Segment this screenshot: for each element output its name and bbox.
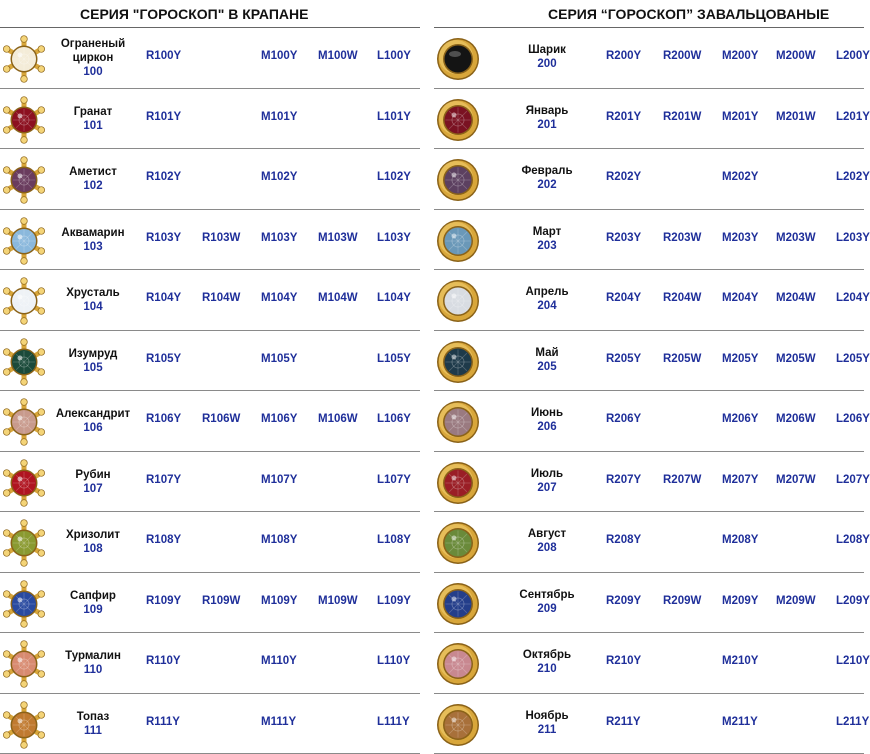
article-code: R104W xyxy=(202,292,240,304)
table-row xyxy=(0,331,420,392)
article-code: R106W xyxy=(202,413,240,425)
article-code: M207W xyxy=(776,474,816,486)
table-row xyxy=(434,573,864,634)
gem-image xyxy=(434,35,482,83)
bezel-set-green-stone-icon xyxy=(434,338,482,386)
gem-image xyxy=(434,640,482,688)
article-code: R205W xyxy=(663,353,701,365)
prong-set-rose-stone-icon xyxy=(0,640,48,688)
stone-name: Январь xyxy=(502,104,592,118)
stone-name: Апрель xyxy=(502,285,592,299)
article-code: L108Y xyxy=(377,534,411,546)
article-code: R105Y xyxy=(146,353,181,365)
article-code: R103W xyxy=(202,232,240,244)
table-row xyxy=(434,89,864,150)
article-code: R102Y xyxy=(146,171,181,183)
stone-name: Ограненый xyxy=(48,37,138,51)
article-code: L111Y xyxy=(377,716,410,728)
table-row xyxy=(0,89,420,150)
article-code: M110Y xyxy=(261,655,297,667)
stone-number: 108 xyxy=(48,542,138,556)
stone-label xyxy=(48,649,138,677)
stone-label xyxy=(502,346,592,374)
article-code: R100Y xyxy=(146,50,181,62)
prong-set-blue-stone-icon xyxy=(0,580,48,628)
bezel-set-rows xyxy=(434,28,864,754)
stone-label xyxy=(502,285,592,313)
table-row xyxy=(434,28,864,89)
stone-label xyxy=(48,105,138,133)
article-code: L202Y xyxy=(836,171,870,183)
article-code: M211Y xyxy=(722,716,758,728)
stone-label xyxy=(48,468,138,496)
stone-name: Февраль xyxy=(502,164,592,178)
stone-number: 205 xyxy=(502,360,592,374)
article-code: M203W xyxy=(776,232,816,244)
stone-number: 109 xyxy=(48,603,138,617)
stone-number: 209 xyxy=(502,602,592,616)
article-code: L102Y xyxy=(377,171,411,183)
table-row xyxy=(434,512,864,573)
article-code: M109Y xyxy=(261,595,297,607)
gem-image xyxy=(434,96,482,144)
prong-set-olive-stone-icon xyxy=(0,519,48,567)
stone-name: Июль xyxy=(502,467,592,481)
gem-image xyxy=(0,338,48,386)
article-code: L207Y xyxy=(836,474,870,486)
stone-label xyxy=(48,37,138,79)
stone-label xyxy=(502,225,592,253)
article-code: M102Y xyxy=(261,171,297,183)
article-code: M101Y xyxy=(261,111,297,123)
stone-name: циркон xyxy=(48,51,138,65)
prong-set-purple-stone-icon xyxy=(0,156,48,204)
article-code: L201Y xyxy=(836,111,870,123)
bezel-set-crystal-stone-icon xyxy=(434,277,482,325)
stone-number: 204 xyxy=(502,299,592,313)
stone-name: Август xyxy=(502,527,592,541)
article-code: L101Y xyxy=(377,111,411,123)
stone-name: Аметист xyxy=(48,165,138,179)
table-row xyxy=(434,694,864,754)
bezel-set-purple-stone-icon xyxy=(434,156,482,204)
article-code: R201W xyxy=(663,111,701,123)
article-code: M200Y xyxy=(722,50,758,62)
bezel-set-ball-icon xyxy=(434,35,482,83)
gem-image xyxy=(434,580,482,628)
stone-name: Сапфир xyxy=(48,589,138,603)
stone-name: Александрит xyxy=(48,407,138,421)
article-code: R109W xyxy=(202,595,240,607)
article-code: R203Y xyxy=(606,232,641,244)
article-code: R108Y xyxy=(146,534,181,546)
stone-number: 208 xyxy=(502,541,592,555)
table-row xyxy=(434,452,864,513)
bezel-set-mauve-stone-icon xyxy=(434,398,482,446)
article-code: R200W xyxy=(663,50,701,62)
stone-number: 210 xyxy=(502,662,592,676)
article-code: M106W xyxy=(318,413,358,425)
article-code: M205Y xyxy=(722,353,758,365)
article-code: R107Y xyxy=(146,474,181,486)
table-row xyxy=(0,512,420,573)
bezel-set-aqua-stone-icon xyxy=(434,217,482,265)
article-code: M205W xyxy=(776,353,816,365)
article-code: R204W xyxy=(663,292,701,304)
prong-set-series-title: СЕРИЯ "ГОРОСКОП" В КРАПАНЕ xyxy=(80,0,308,28)
article-code: R205Y xyxy=(606,353,641,365)
table-row xyxy=(0,391,420,452)
article-code: R111Y xyxy=(146,716,180,728)
stone-label xyxy=(48,407,138,435)
stone-label xyxy=(48,286,138,314)
stone-number: 101 xyxy=(48,119,138,133)
article-code: R211Y xyxy=(606,716,641,728)
article-code: M201W xyxy=(776,111,816,123)
article-code: R202Y xyxy=(606,171,641,183)
stone-number: 111 xyxy=(48,724,138,738)
gem-image xyxy=(434,701,482,749)
stone-name: Сентябрь xyxy=(502,588,592,602)
article-code: L205Y xyxy=(836,353,870,365)
table-row xyxy=(434,149,864,210)
table-row xyxy=(0,270,420,331)
stone-name: Гранат xyxy=(48,105,138,119)
article-code: R206Y xyxy=(606,413,641,425)
article-code: L109Y xyxy=(377,595,411,607)
stone-label xyxy=(48,710,138,738)
article-code: R101Y xyxy=(146,111,181,123)
article-code: L203Y xyxy=(836,232,870,244)
prong-set-red-stone-icon xyxy=(0,96,48,144)
article-code: M100Y xyxy=(261,50,297,62)
table-row xyxy=(0,210,420,271)
prong-set-red-stone-icon xyxy=(0,459,48,507)
stone-name: Топаз xyxy=(48,710,138,724)
gem-image xyxy=(0,640,48,688)
gem-image xyxy=(0,459,48,507)
stone-label xyxy=(48,226,138,254)
prong-set-series-panel xyxy=(0,0,420,752)
article-code: M206Y xyxy=(722,413,758,425)
article-code: L106Y xyxy=(377,413,411,425)
gem-image xyxy=(434,217,482,265)
table-row xyxy=(434,633,864,694)
stone-number: 202 xyxy=(502,178,592,192)
article-code: M209Y xyxy=(722,595,758,607)
bezel-set-blue-stone-icon xyxy=(434,580,482,628)
stone-name: Май xyxy=(502,346,592,360)
gem-image xyxy=(0,398,48,446)
article-code: L105Y xyxy=(377,353,411,365)
gem-image xyxy=(0,277,48,325)
article-code: R207W xyxy=(663,474,701,486)
gem-image xyxy=(434,156,482,204)
stone-label xyxy=(502,104,592,132)
article-code: R109Y xyxy=(146,595,181,607)
article-code: R201Y xyxy=(606,111,641,123)
bezel-set-series-panel xyxy=(434,0,864,752)
article-code: L103Y xyxy=(377,232,411,244)
article-code: M206W xyxy=(776,413,816,425)
stone-name: Март xyxy=(502,225,592,239)
article-code: L104Y xyxy=(377,292,411,304)
article-code: R200Y xyxy=(606,50,641,62)
stone-name: Июнь xyxy=(502,406,592,420)
prong-set-aqua-stone-icon xyxy=(0,217,48,265)
stone-number: 110 xyxy=(48,663,138,677)
article-code: L204Y xyxy=(836,292,870,304)
stone-name: Турмалин xyxy=(48,649,138,663)
table-row xyxy=(434,391,864,452)
gem-image xyxy=(0,156,48,204)
gem-image xyxy=(434,459,482,507)
article-code: L210Y xyxy=(836,655,870,667)
stone-number: 203 xyxy=(502,239,592,253)
stone-name: Аквамарин xyxy=(48,226,138,240)
prong-set-clear-stone-icon xyxy=(0,35,48,83)
stone-label xyxy=(502,648,592,676)
article-code: L211Y xyxy=(836,716,869,728)
stone-number: 107 xyxy=(48,482,138,496)
gem-image xyxy=(434,277,482,325)
prong-set-crystal-stone-icon xyxy=(0,277,48,325)
article-code: R207Y xyxy=(606,474,641,486)
article-code: R110Y xyxy=(146,655,181,667)
table-row xyxy=(0,633,420,694)
article-code: M201Y xyxy=(722,111,758,123)
stone-number: 106 xyxy=(48,421,138,435)
gem-image xyxy=(0,35,48,83)
article-code: M104W xyxy=(318,292,358,304)
article-code: L200Y xyxy=(836,50,870,62)
stone-label xyxy=(502,43,592,71)
article-code: M108Y xyxy=(261,534,297,546)
article-code: M103W xyxy=(318,232,358,244)
article-code: R208Y xyxy=(606,534,641,546)
bezel-set-red-stone-icon xyxy=(434,459,482,507)
table-row xyxy=(0,149,420,210)
stone-label xyxy=(48,589,138,617)
stone-name: Изумруд xyxy=(48,347,138,361)
article-code: L107Y xyxy=(377,474,411,486)
article-code: R103Y xyxy=(146,232,181,244)
prong-set-amber-stone-icon xyxy=(0,701,48,749)
bezel-set-series-title: СЕРИЯ “ГОРОСКОП” ЗАВАЛЬЦОВАНЫЕ xyxy=(548,0,829,28)
article-code: M106Y xyxy=(261,413,297,425)
gem-image xyxy=(0,580,48,628)
bezel-set-amber-stone-icon xyxy=(434,701,482,749)
article-code: M200W xyxy=(776,50,816,62)
table-row xyxy=(434,331,864,392)
stone-number: 102 xyxy=(48,179,138,193)
article-code: L209Y xyxy=(836,595,870,607)
article-code: L100Y xyxy=(377,50,411,62)
stone-number: 200 xyxy=(502,57,592,71)
stone-label xyxy=(48,528,138,556)
stone-number: 206 xyxy=(502,420,592,434)
article-code: M105Y xyxy=(261,353,297,365)
table-row xyxy=(0,28,420,89)
gem-image xyxy=(434,519,482,567)
stone-number: 207 xyxy=(502,481,592,495)
bezel-set-red-stone-icon xyxy=(434,96,482,144)
article-code: L206Y xyxy=(836,413,870,425)
article-code: R209Y xyxy=(606,595,641,607)
article-code: M209W xyxy=(776,595,816,607)
stone-name: Рубин xyxy=(48,468,138,482)
article-code: M202Y xyxy=(722,171,758,183)
table-row xyxy=(0,452,420,513)
bezel-set-rose-stone-icon xyxy=(434,640,482,688)
article-code: M100W xyxy=(318,50,358,62)
stone-label xyxy=(502,467,592,495)
article-code: M111Y xyxy=(261,716,296,728)
stone-number: 100 xyxy=(48,65,138,79)
prong-set-pink-stone-icon xyxy=(0,398,48,446)
stone-label xyxy=(502,709,592,737)
article-code: M104Y xyxy=(261,292,297,304)
stone-name: Октябрь xyxy=(502,648,592,662)
table-row xyxy=(434,210,864,271)
gem-image xyxy=(434,338,482,386)
article-code: R204Y xyxy=(606,292,641,304)
gem-image xyxy=(0,701,48,749)
gem-image xyxy=(0,217,48,265)
stone-number: 211 xyxy=(502,723,592,737)
article-code: M203Y xyxy=(722,232,758,244)
table-row xyxy=(434,270,864,331)
article-code: L110Y xyxy=(377,655,410,667)
stone-label xyxy=(502,588,592,616)
stone-name: Хризолит xyxy=(48,528,138,542)
stone-name: Хрусталь xyxy=(48,286,138,300)
table-row xyxy=(0,694,420,754)
prong-set-rows xyxy=(0,28,420,754)
stone-number: 103 xyxy=(48,240,138,254)
gem-image xyxy=(434,398,482,446)
stone-label xyxy=(48,165,138,193)
gem-image xyxy=(0,96,48,144)
article-code: M103Y xyxy=(261,232,297,244)
article-code: R104Y xyxy=(146,292,181,304)
stone-number: 105 xyxy=(48,361,138,375)
stone-name: Ноябрь xyxy=(502,709,592,723)
prong-set-green-stone-icon xyxy=(0,338,48,386)
stone-number: 201 xyxy=(502,118,592,132)
article-code: L208Y xyxy=(836,534,870,546)
stone-label xyxy=(502,527,592,555)
article-code: M207Y xyxy=(722,474,758,486)
gem-image xyxy=(0,519,48,567)
article-code: R106Y xyxy=(146,413,181,425)
article-code: R210Y xyxy=(606,655,641,667)
bezel-set-olive-stone-icon xyxy=(434,519,482,567)
table-row xyxy=(0,573,420,634)
stone-label xyxy=(48,347,138,375)
article-code: M204W xyxy=(776,292,816,304)
article-code: M208Y xyxy=(722,534,758,546)
article-code: M210Y xyxy=(722,655,758,667)
article-code: M107Y xyxy=(261,474,297,486)
article-code: M204Y xyxy=(722,292,758,304)
article-code: M109W xyxy=(318,595,358,607)
stone-label xyxy=(502,164,592,192)
stone-name: Шарик xyxy=(502,43,592,57)
article-code: R209W xyxy=(663,595,701,607)
article-code: R203W xyxy=(663,232,701,244)
stone-label xyxy=(502,406,592,434)
stone-number: 104 xyxy=(48,300,138,314)
